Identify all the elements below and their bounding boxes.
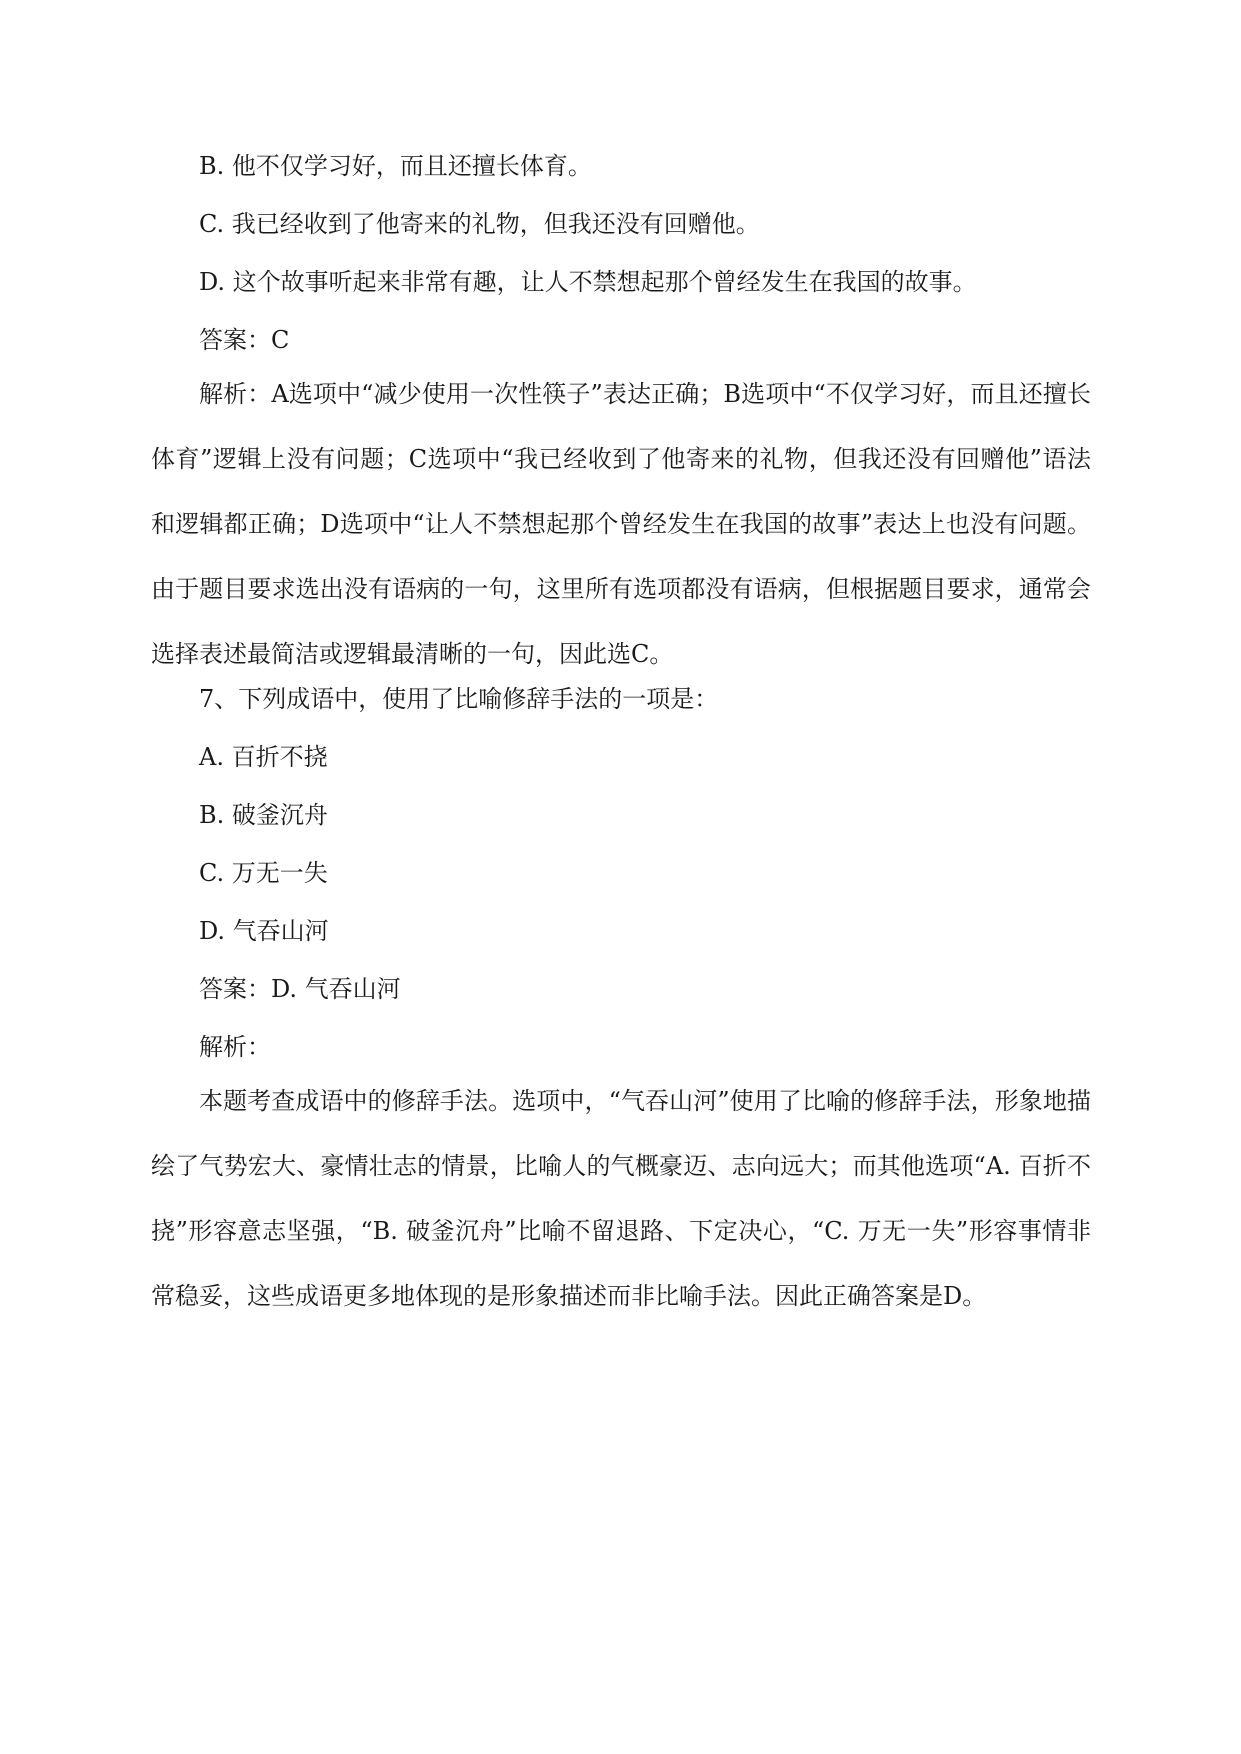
q6-option-d: D. 这个故事听起来非常有趣，让人不禁想起那个曾经发生在我国的故事。 — [199, 268, 977, 296]
q7-analysis: 本题考查成语中的修辞手法。选项中，“气吞山河”使用了比喻的修辞手法，形象地描绘了气势宏大、豪情壮志的情景，比喻人的气概豪迈、志向远大；而其他选项“A. 百折不挠”形容意志坚强，“B. 破釜沉舟”比喻不留退路、下定决心，“C. 万无一失”形容事情非常稳妥，这些成语更多地体现的是形象描述而非比喻手法。因此正确答案是D。 — [151, 1087, 1091, 1310]
q6-answer: 答案：C — [199, 326, 290, 354]
q7-question: 7、下列成语中，使用了比喻修辞手法的一项是： — [199, 685, 719, 713]
q6-option-b: B. 他不仅学习好，而且还擅长体育。 — [199, 152, 592, 180]
q7-answer: 答案：D. 气吞山河 — [199, 975, 401, 1003]
q7-analysis-label: 解析： — [199, 1033, 271, 1061]
q6-option-c: C. 我已经收到了他寄来的礼物，但我还没有回赠他。 — [199, 210, 760, 238]
q6-analysis: 解析：A选项中“减少使用一次性筷子”表达正确；B选项中“不仅学习好，而且还擅长体育”逻辑上没有问题；C选项中“我已经收到了他寄来的礼物，但我还没有回赠他”语法和逻辑都正确；D选项中“让人不禁想起那个曾经发生在我国的故事”表达上也没有问题。由于题目要求选出没有语病的一句，这里所有选项都没有语病，但根据题目要求，通常会选择表述最简洁或逻辑最清晰的一句，因此选C。 — [151, 380, 1091, 668]
q7-option-a: A. 百折不挠 — [199, 743, 328, 771]
q7-option-b: B. 破釜沉舟 — [199, 801, 328, 829]
q7-option-d: D. 气吞山河 — [199, 917, 329, 945]
q7-option-c: C. 万无一失 — [199, 859, 328, 887]
